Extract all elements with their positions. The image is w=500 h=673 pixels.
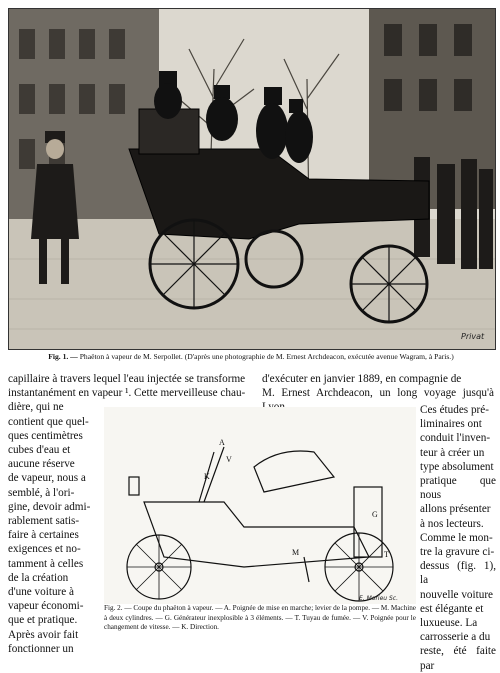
text-line: contient que quel- (8, 415, 89, 428)
text-line: aucune réserve (8, 458, 75, 471)
text-line: dière, qui ne (8, 401, 64, 414)
figure-2-cutaway (104, 407, 416, 604)
text-line: tamment à celles (8, 557, 84, 570)
label-M: M (292, 548, 300, 557)
label-V: V (226, 455, 232, 464)
text-line: Ces études pré- (420, 404, 489, 416)
text-line: de la création (8, 571, 69, 584)
phaeton-cutaway-diagram (104, 407, 416, 604)
fig2-caption-label: Fig. 2. — (104, 604, 132, 612)
text-line: conduit l'inven- (420, 432, 491, 445)
text-line: faire à certaines (8, 529, 79, 542)
steam-phaeton-street-illustration (9, 9, 495, 349)
right-narrow-column (420, 403, 496, 673)
label-A: A (219, 438, 225, 447)
label-K: K (204, 472, 210, 481)
text-line: dessus (fig. 1), la (420, 560, 496, 587)
text-line: rablement satis- (8, 515, 80, 528)
text-line: à nos lecteurs. (420, 517, 484, 530)
text-line: semblé, à l'ori- (8, 486, 75, 499)
text-line: que et pratique. (8, 614, 78, 627)
text-line: luxueuse. La (420, 617, 478, 630)
text-line: reste, été faite par (420, 645, 496, 672)
fig2-caption-text: Coupe du phaëton à vapeur. — A. Poignée de mise en marche; levier de la pompe. — M. Machine à deux cylindres. — G. Générateur inexplosible à 3 éléments. — T. Tuyau de fumée. — V. Poignée pour le changement de vitesse. — K. Direction. (104, 604, 416, 632)
fig1-caption-label: Fig. 1. — (48, 352, 78, 361)
text-line: est élégante et (420, 602, 484, 615)
label-T: T (384, 550, 389, 559)
left-narrow-column (8, 400, 106, 656)
figure-1-caption (10, 352, 492, 362)
text-line: d'exécuter en janvier 1889, en compagnie de (262, 373, 462, 385)
text-line: teur à créer un (420, 446, 485, 459)
label-G: G (372, 510, 378, 519)
text-line: fonctionner un (8, 642, 74, 655)
text-line: capillaire à travers lequel l'eau injectée se transforme (8, 373, 246, 385)
text-line: d'une voiture à (8, 586, 75, 599)
text-line: carrosserie a du (420, 631, 491, 644)
text-line: M. Ernest Archdeacon, un long voyage jusqu'à (262, 387, 494, 400)
text-line: ques centimètres (8, 429, 83, 442)
text-line: Comme le mon- (420, 531, 493, 544)
text-line: gine, devoir admi- (8, 500, 91, 513)
figure-1-engraving (8, 8, 496, 350)
figure-2-caption (104, 604, 416, 633)
text-line: Après avoir fait (8, 628, 79, 641)
fig1-signature: Privat (461, 332, 485, 341)
text-line: cubes d'eau et (8, 444, 71, 457)
text-line: liminaires ont (420, 418, 482, 431)
text-line: exigences et no- (8, 543, 81, 556)
fig1-caption-text: Phaëton à vapeur de M. Serpollet. (D'après une photographie de M. Ernest Archdeacon, exécutée avenue Wagram, à Paris.) (79, 352, 454, 361)
text-line: de vapeur, nous a (8, 472, 86, 485)
text-line: pratique que nous (420, 475, 496, 502)
text-line: vapeur économi- (8, 600, 84, 613)
text-line: nouvelle voiture (420, 588, 494, 601)
text-line: instantanément en vapeur ¹. Cette merveilleuse chau- (8, 387, 246, 400)
text-line: allons présenter (420, 503, 491, 516)
text-line: type absolument (420, 460, 494, 473)
fig2-signature: E. Morieu Sc. (359, 595, 399, 602)
text-line: tre la gravure ci- (420, 546, 495, 559)
